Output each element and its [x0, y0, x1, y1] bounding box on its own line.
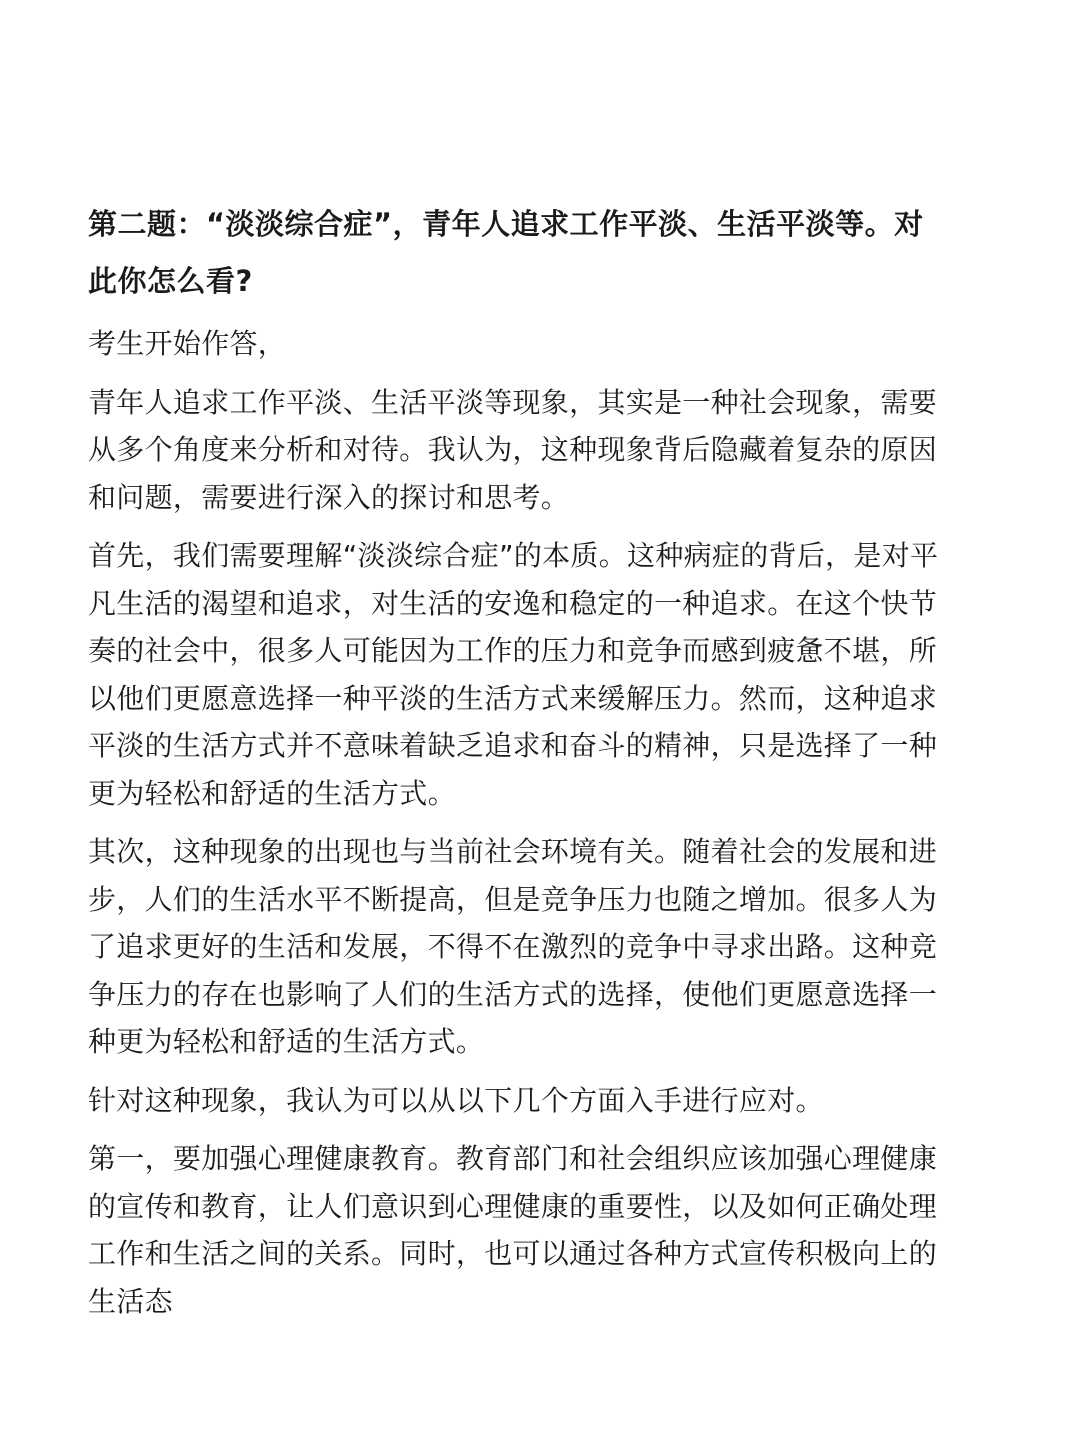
paragraph-second-point: 其次，这种现象的出现也与当前社会环境有关。随着社会的发展和进步，人们的生活水平不断提高，但是竞争压力也随之增加。很多人为了追求更好的生活和发展，不得不在激烈的竞争中寻求出路。这种竞争压力的存在也影响了人们的生活方式的选择，使他们更愿意选择一种更为轻松和舒适的生活方式。 — [88, 835, 938, 1058]
paragraph-measure-one: 第一，要加强心理健康教育。教育部门和社会组织应该加强心理健康的宣传和教育，让人们意识到心理健康的重要性，以及如何正确处理工作和生活之间的关系。同时，也可以通过各种方式宣传积极向上的生活态 — [88, 1142, 938, 1318]
document-body — [88, 196, 950, 1336]
paragraph-measures-intro: 针对这种现象，我认为可以从以下几个方面入手进行应对。 — [88, 1083, 824, 1117]
paragraph-opening: 考生开始作答， — [88, 327, 287, 360]
question-title: 第二题：“淡淡综合症”，青年人追求工作平淡、生活平淡等。对此你怎么看? — [88, 207, 924, 298]
paragraph-intro: 青年人追求工作平淡、生活平淡等现象，其实是一种社会现象，需要从多个角度来分析和对待。我认为，这种现象背后隐藏着复杂的原因和问题，需要进行深入的探讨和思考。 — [88, 385, 938, 514]
paragraph-first-point: 首先，我们需要理解“淡淡综合症”的本质。这种病症的背后，是对平凡生活的渴望和追求，对生活的安逸和稳定的一种追求。在这个快节奏的社会中，很多人可能因为工作的压力和竞争而感到疲惫不堪，所以他们更愿意选择一种平淡的生活方式来缓解压力。然而，这种追求平淡的生活方式并不意味着缺乏追求和奋斗的精神，只是选择了一种更为轻松和舒适的生活方式。 — [88, 539, 939, 810]
